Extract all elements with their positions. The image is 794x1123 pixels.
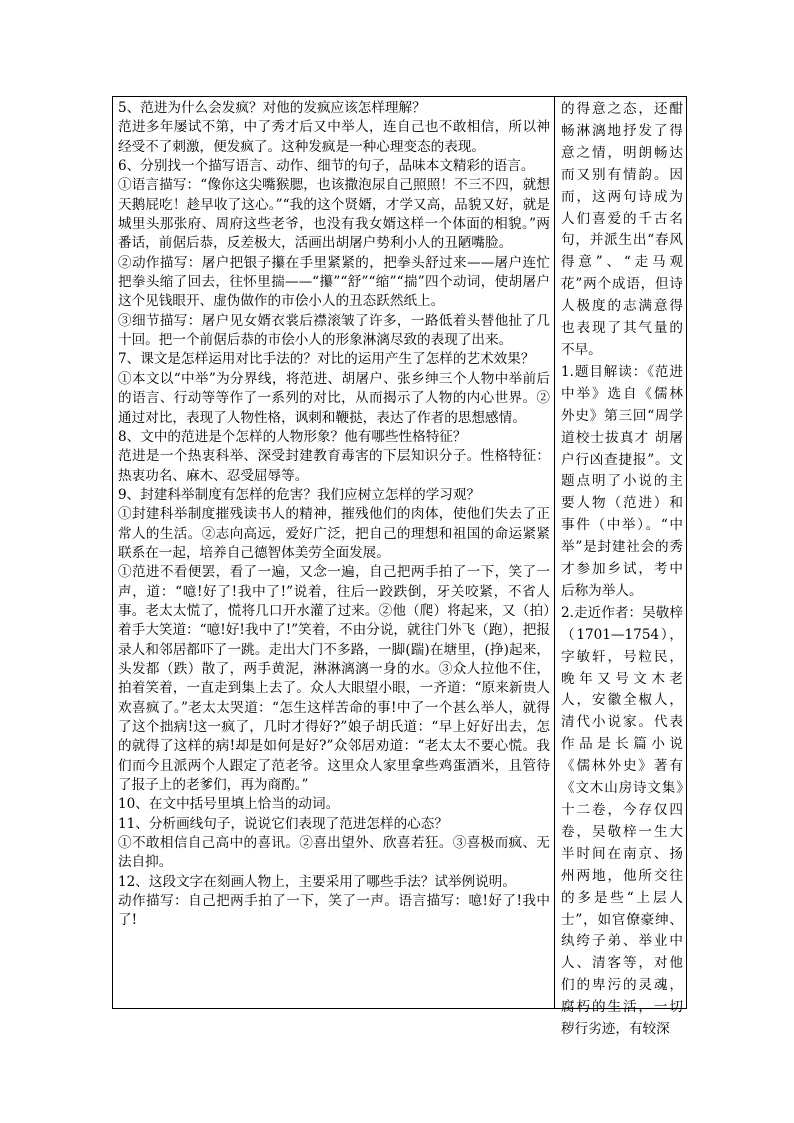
question-9: 9、封建科举制度有怎样的危害？我们应树立怎样的学习观？: [118, 486, 481, 503]
side-note-poem: 的得意之态，还酣畅淋漓地抒发了得意之情，明朗畅达而又别有情韵。因而，这两句诗成为人们喜爱的千古名句，并派生出“春风得意”、“走马观花”两个成语，但诗人极度的志满意得也表现了其气量的不早。: [561, 101, 683, 358]
answer-6-language: ①语言描写：“像你这尖嘴猴腮，也该撒泡尿自己照照！不三不四，就想天鹅屁吃！趁早收了这心。”“我的这个贤婿，才学又高，品貌又好，就是城里头那张府、周府这些老爷，也没有我女婿这样一个体面的相貌。”两番话，前倨后恭，反差极大，活画出胡屠户势利小人的丑陋嘴脸。: [118, 177, 550, 252]
question-11: 11、分析画线句子，说说它们表现了范进怎样的心态？: [118, 815, 448, 832]
side-note-title: 1.题目解读：《范进中举》选自《儒林外史》第三回“周学道校士拔真才 胡屠户行凶查捷报”。文题点明了小说的主要人物（范进）和事件（中举）。“中举”是封建社会的秀才参加乡试，考中后称为举人。: [561, 363, 683, 599]
answer-8: 范进是一个热衷科举、深受封建教育毒害的下层知识分子。性格特征：热衷功名、麻木、忍受屈辱等。: [118, 448, 550, 484]
question-8: 8、文中的范进是个怎样的人物形象？他有哪些性格特征？: [118, 428, 467, 445]
content-table: [112, 96, 687, 1038]
answer-12: 动作描写：自己把两手拍了一下，笑了一声。语言描写：噫!好了!我中了!: [118, 893, 550, 929]
question-12: 12、这段文字在刻画人物上，主要采用了哪些手法？试举例说明。: [118, 873, 516, 890]
side-notes-column: [555, 97, 686, 1038]
answer-6-detail: ③细节描写：屠户见女婿衣裳后襟滚皱了许多，一路低着头替他扯了几十回。把一个前倨后恭的市侩小人的形象淋漓尽致的表现了出来。: [118, 312, 550, 349]
answer-9: ①封建科举制度摧残读书人的精神，摧残他们的肉体，使他们失去了正常人的生活。②志向高远，爱好广泛，把自己的理想和祖国的命运紧紧联系在一起，培养自己德智体美劳全面发展。: [118, 506, 550, 561]
answer-5: 范进多年屡试不第，中了秀才后又中举人，连自己也不敢相信，所以神经受不了刺激，便发疯了。这种发疯是一种心理变态的表现。: [118, 119, 550, 155]
main-column: [113, 97, 555, 1008]
question-5: 5、范进为什么会发疯？对他的发疯应该怎样理解？: [118, 100, 426, 116]
question-7: 7、课文是怎样运用对比手法的？对比的运用产生了怎样的艺术效果？: [118, 351, 535, 368]
answer-7: ①本文以“中举”为分界线，将范进、胡屠户、张乡绅三个人物中举前后的语言、行动等等作了一系列的对比，从而揭示了人物的内心世界。②通过对比，表现了人物性格，讽刺和鞭挞，表达了作者的思想感情。: [118, 370, 550, 426]
answer-11: ①不敢相信自己高中的喜讯。②喜出望外、欣喜若狂。③喜极而疯、无法自抑。: [118, 835, 550, 871]
question-10: 10、在文中括号里填上恰当的动词。: [118, 796, 340, 813]
answer-6-action: ②动作描写：屠户把银子攥在手里紧紧的，把拳头舒过来——屠户连忙把拳头缩了回去，往怀里揣——“攥”“舒”“缩”“揣”四个动词，使胡屠户这个见钱眼开、虚伪做作的市侩小人的丑态跃然纸上。: [118, 254, 550, 310]
side-note-author: 2.走近作者：吴敬梓（1701—1754），字敏轩，号粒民，晚年又号文木老人，安徽全椒人，清代小说家。代表作品是长篇小说《儒林外史》著有《文木山房诗文集》十二卷，今存仅四卷，吴敬梓一生大半时间在南京、扬州两地，他所交往的多是些“上层人士”，如官僚豪绅、纨绔子弟、举业中人、清客等，对他们的卑污的灵魂，腐朽的生活，一切秽行劣迹，有较深: [561, 604, 683, 1038]
reading-passage: ①范进不看便罢，看了一遍，又念一遍，自己把两手拍了一下，笑了一声，道：“噫!好了!我中了!”说着，往后一跤跌倒，牙关咬紧，不省人事。老太太慌了，慌将几口开水灌了过来。②他（爬）将起来，又（拍）着手大笑道：“噫!好!我中了!”笑着，不由分说，就往门外飞（跑），把报录人和邻居都吓了一跳。走出大门不多路，一脚(踹)在塘里，(挣)起来，头发都（跌）散了，两手黄泥，淋淋漓漓一身的水。③众人拉他不住，拍着笑着，一直走到集上去了。众人大眼望小眼，一齐道：“原来新贵人欢喜疯了。”老太太哭道：“怎生这样苦命的事!中了一个甚么举人，就得了这个拙病!这一疯了，几时才得好?”娘子胡氏道：“早上好好出去，怎的就得了这样的病!却是如何是好?”众邻居劝道：“老太太不要心慌。我们而今且派两个人跟定了范老爷。这里众人家里拿些鸡蛋酒米，且管待了报子上的老爹们，再为商酌。”: [118, 564, 550, 794]
question-6: 6、分别找一个描写语言、动作、细节的句子，品味本文精彩的语言。: [118, 158, 535, 175]
